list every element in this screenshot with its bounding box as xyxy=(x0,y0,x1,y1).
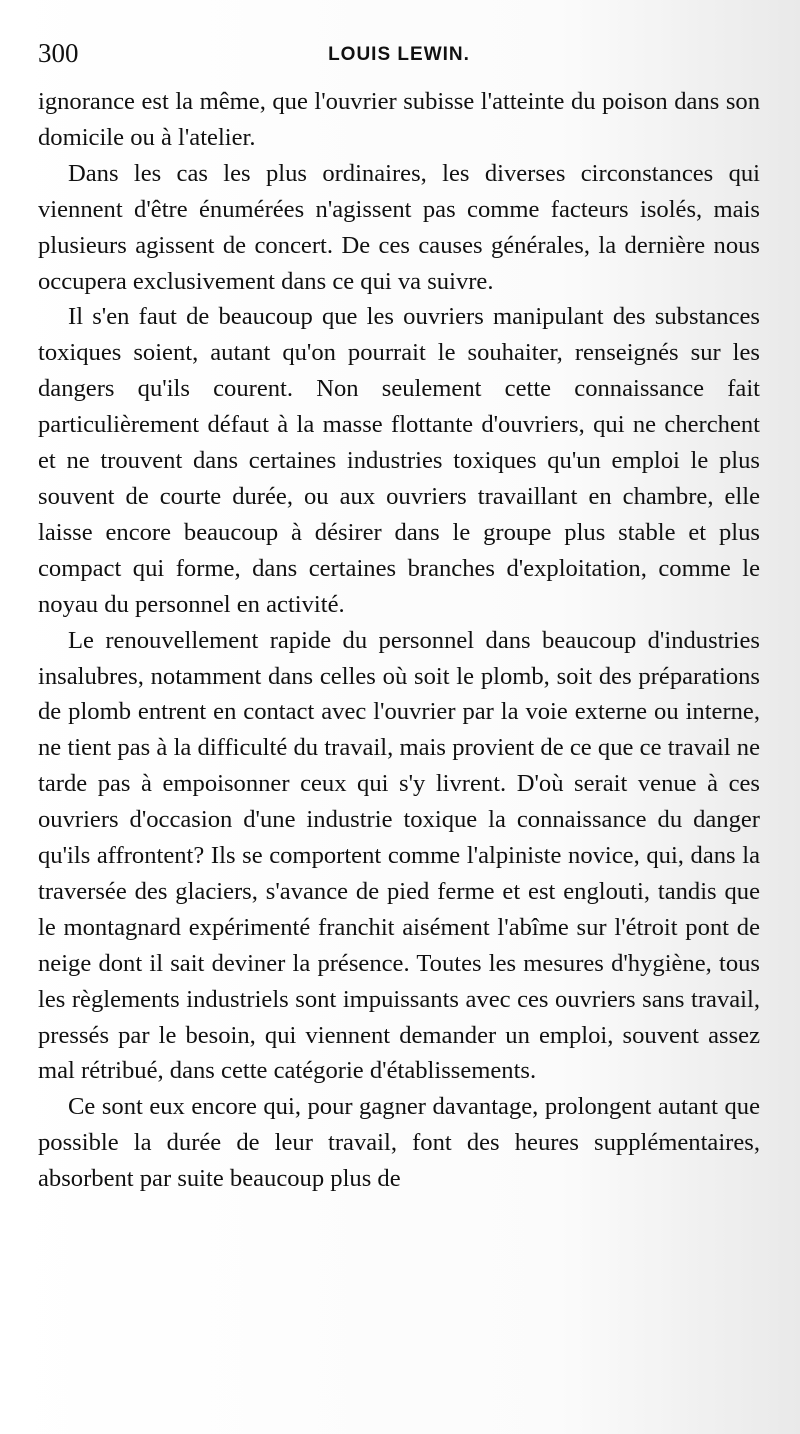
paragraph: Il s'en faut de beaucoup que les ouvriers manipulant des substances toxiques soient, autant qu'on pourrait le souhaiter, renseignés sur les dangers qu'ils courent. Non seulement cette connaissance fait particulièrement défaut à la masse flottante d'ouvriers, qui ne cherchent et ne trouvent dans certaines industries toxiques qu'un emploi le plus souvent de courte durée, ou aux ouvriers travaillant en chambre, elle laisse encore beaucoup à désirer dans le groupe plus stable et plus compact qui forme, dans certaines branches d'exploitation, comme le noyau du personnel en activité. xyxy=(38,303,760,618)
paragraph: Dans les cas les plus ordinaires, les diverses circonstances qui viennent d'être énumérées n'agissent pas comme facteurs isolés, mais plusieurs agissent de concert. De ces causes générales, la dernière nous occupera exclusivement dans ce qui va suivre. xyxy=(38,159,760,295)
paragraph: Ce sont eux encore qui, pour gagner davantage, prolongent autant que possible la durée de leur travail, font des heures supplémentaires, absorbent par suite beaucoup plus de xyxy=(38,1093,760,1193)
body-text xyxy=(38,84,760,1197)
paragraph-continued: ignorance est la même, que l'ouvrier subisse l'atteinte du poison dans son domicile ou à l'atelier. xyxy=(38,88,760,151)
paragraph: Le renouvellement rapide du personnel dans beaucoup d'industries insalubres, notamment dans celles où soit le plomb, soit des préparations de plomb entrent en contact avec l'ouvrier par la voie externe ou interne, ne tient pas à la difficulté du travail, mais provient de ce que ce travail ne tarde pas à empoisonner ceux qui s'y livrent. D'où serait venue à ces ouvriers d'occasion d'une industrie toxique la connaissance du danger qu'ils affrontent? Ils se comportent comme l'alpiniste novice, qui, dans la traversée des glaciers, s'avance de pied ferme et est englouti, tandis que le montagnard expérimenté franchit aisément l'abîme sur l'étroit pont de neige dont il sait deviner la présence. Toutes les mesures d'hygiène, tous les règlements industriels sont impuissants avec ces ouvriers sans travail, pressés par le besoin, qui viennent demander un emploi, souvent assez mal rétribué, dans cette catégorie d'établissements. xyxy=(38,626,760,1085)
running-title: LOUIS LEWIN. xyxy=(328,44,470,65)
page-number: 300 xyxy=(38,38,79,68)
running-head xyxy=(38,0,760,68)
